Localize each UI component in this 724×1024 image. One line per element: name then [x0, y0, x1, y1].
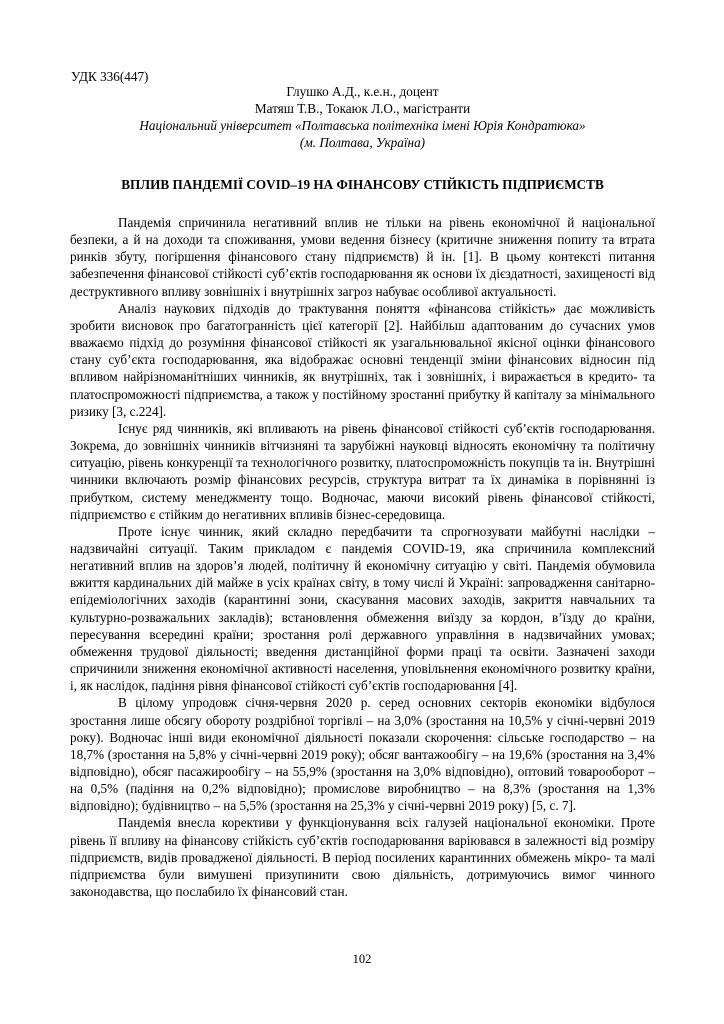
article-title: ВПЛИВ ПАНДЕМІЇ COVID–19 НА ФІНАНСОВУ СТІЙКІСТЬ ПІДПРИЄМСТВ [121, 177, 604, 192]
paragraph: Існує ряд чинників, які впливають на рівень фінансової стійкості суб’єктів господарювання. Зокрема, до зовнішніх чинників вітчизняні та зарубіжні науковці відносять економічну та політичну ситуацію, рівень конкуренції та технологічного розвитку, платоспроможність покупців та ін. Внутрішні чинники включають розмір фінансових ресурсів, структура витрат та їх динаміка в порівнянні із прибутком, систему менеджменту тощо. Водночас, маючи високий рівень фінансової стійкості, підприємство є стійким до негативних впливів бізнес-середовища. [70, 420, 655, 522]
author-line-1: Глушко А.Д., к.е.н., доцент [286, 84, 439, 99]
page-number: 102 [352, 952, 372, 966]
paragraph: Пандемія спричинила негативний вплив не тільки на рівень економічної й національної безпеки, а й на доходи та споживання, умови ведення бізнесу (критичне зниження попиту та втрата ринків збуту, погіршення фінансового стану підприємств) й ін. [1]. В цьому контексті питання забезпечення фінансової стійкості суб’єктів господарювання як основи їх дієздатності, захищеності від деструктивного впливу зовнішніх і внутрішніх загроз набуває особливої актуальності. [70, 215, 655, 299]
institution-city: (м. Полтава, Україна) [299, 135, 426, 151]
paragraph: В цілому упродовж січня-червня 2020 р. серед основних секторів економіки відбулося зростання лише обсягу обороту роздрібної торгівлі – на 3,0% (зростання на 10,5% у січні-червні 2019 року). Водночас інші види економічної діяльності показали скорочення: сільське господарство – на 18,7% (зростання на 5,8% у січні-червні 2019 року); обсяг вантажообігу – на 19,6% (зростання на 3,4% відповідно), обсяг пасажирообігу – на 55,9% (зростання на 3,0% відповідно), оптовий товарооборот – на 0,5% (падіння на 0,2% відповідно); промислове виробництво – на 8,3% (зростання на 1,3% відповідно); будівництво – на 5,5% (зростання на 25,3% у січні-червні 2019 року) [5, с. 7]. [70, 695, 655, 814]
udc-code: УДК 336(447) [71, 69, 149, 84]
article-body [70, 214, 655, 900]
paragraph: Проте існує чинник, який складно передбачити та спрогнозувати майбутні наслідки – надзвичайні ситуації. Таким прикладом є пандемія COVID-19, яка спричинила комплексний негативний вплив на здоров’я людей, політичну й економічну ситуацію у світі. Пандемія обумовила вжиття кардинальних дій майже в усіх країнах світу, в тому числі й Україні: запровадження санітарно-епідеміологічних заходів (карантинні зони, скасування масових заходів, закриття навчальних та культурно-розважальних закладів); встановлення обмеження виїзду за кордон, в’їзду до країни, пересування всередині країни; зростання ролі державного управління в надзвичайних умовах; обмеження трудової діяльності; введення дистанційної форми праці та освіти. Зазначені заходи спричинили зниження економічної активності населення, уповільнення економічного розвитку країни, і, як наслідок, падіння рівня фінансової стійкості суб’єктів господарювання [4]. [70, 523, 655, 694]
author-line-2: Матяш Т.В., Токаюк Л.О., магістранти [254, 101, 471, 117]
institution-name: Національний університет «Полтавська політехніка імені Юрія Кондратюка» [139, 118, 586, 134]
paragraph: Аналіз наукових підходів до трактування поняття «фінансова стійкість» дає можливість зробити висновок про багатогранність цієї категорії [2]. Найбільш адаптованим до сучасних умов вважаємо підхід до розуміння фінансової стійкості як узагальнювальної якісної оцінки фінансового стану суб’єкта господарювання, яка відображає основні тенденції зміни фінансових відносин під впливом найрізноманітніших чинників, як внутрішніх, так і зовнішніх, і виражається в кредито- та платоспроможності підприємства, а також у постійному зростанні прибутку й капіталу за мінімального ризику [3, с.224]. [70, 300, 655, 419]
paragraph: Пандемія внесла корективи у функціонування всіх галузей національної економіки. Проте рівень її впливу на фінансову стійкість суб’єктів господарювання варіювався в залежності від розміру підприємств, видів провадженої діяльності. В період посилених карантинних обмежень мікро- та малі підприємства були вимушені призупинити свою діяльність, дотримуючись вимог чинного законодавства, що послабило їх фінансовий стан. [70, 815, 655, 900]
author-block [70, 83, 655, 152]
